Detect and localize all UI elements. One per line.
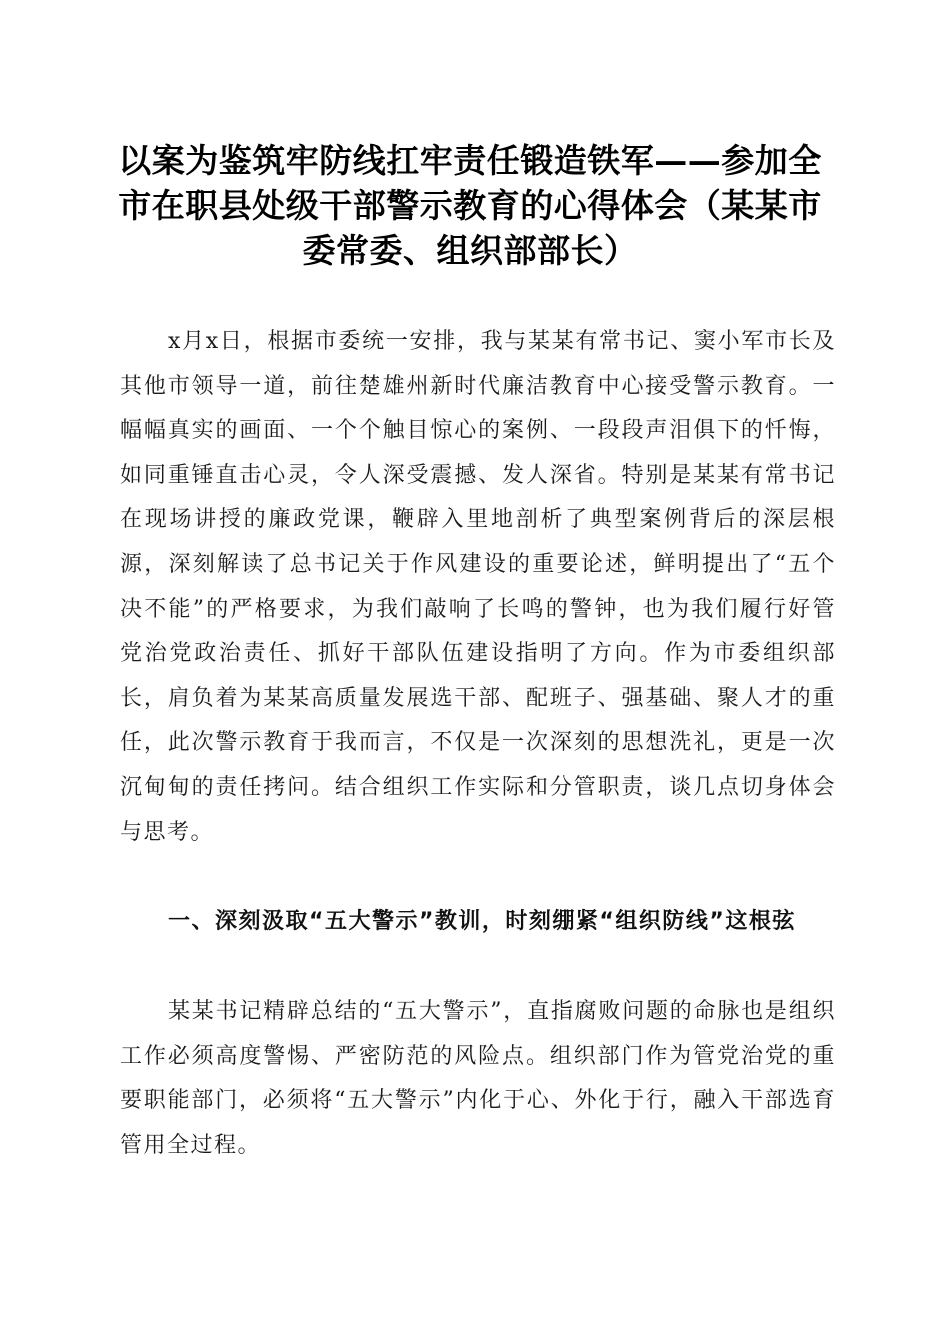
body-paragraph: 某某书记精辟总结的“五大警示”，直指腐败问题的命脉也是组织工作必须高度警惕、严密防范的风险点。组织部门作为管党治党的重要职能部门，必须将“五大警示”内化于心、外化于行，融入干部选育管用全过程。 xyxy=(120,999,836,1158)
document-title: 以案为鉴筑牢防线扛牢责任锻造铁军——参加全市在职县处级干部警示教育的心得体会（某某市委常委、组织部部长） xyxy=(118,141,822,270)
section-heading: 一、深刻汲取“五大警示”教训，时刻绷紧“组织防线”这根弦 xyxy=(168,909,796,934)
body-paragraph: x月x日，根据市委统一安排，我与某某有常书记、窦小军市长及其他市领导一道，前往楚雄州新时代廉洁教育中心接受警示教育。一幅幅真实的画面、一个个触目惊心的案例、一段段声泪俱下的忏悔，如同重锤直击心灵，令人深受震撼、发人深省。特别是某某有常书记在现场讲授的廉政党课，鞭辟入里地剖析了典型案例背后的深层根源，深刻解读了总书记关于作风建设的重要论述，鲜明提出了“五个决不能”的严格要求，为我们敲响了长鸣的警钟，也为我们履行好管党治党政治责任、抓好干部队伍建设指明了方向。作为市委组织部长，肩负着为某某高质量发展选干部、配班子、强基础、聚人才的重任，此次警示教育于我而言，不仅是一次深刻的思想洗礼，更是一次沉甸甸的责任拷问。结合组织工作实际和分管职责，谈几点切身体会与思考。 xyxy=(120,329,836,845)
